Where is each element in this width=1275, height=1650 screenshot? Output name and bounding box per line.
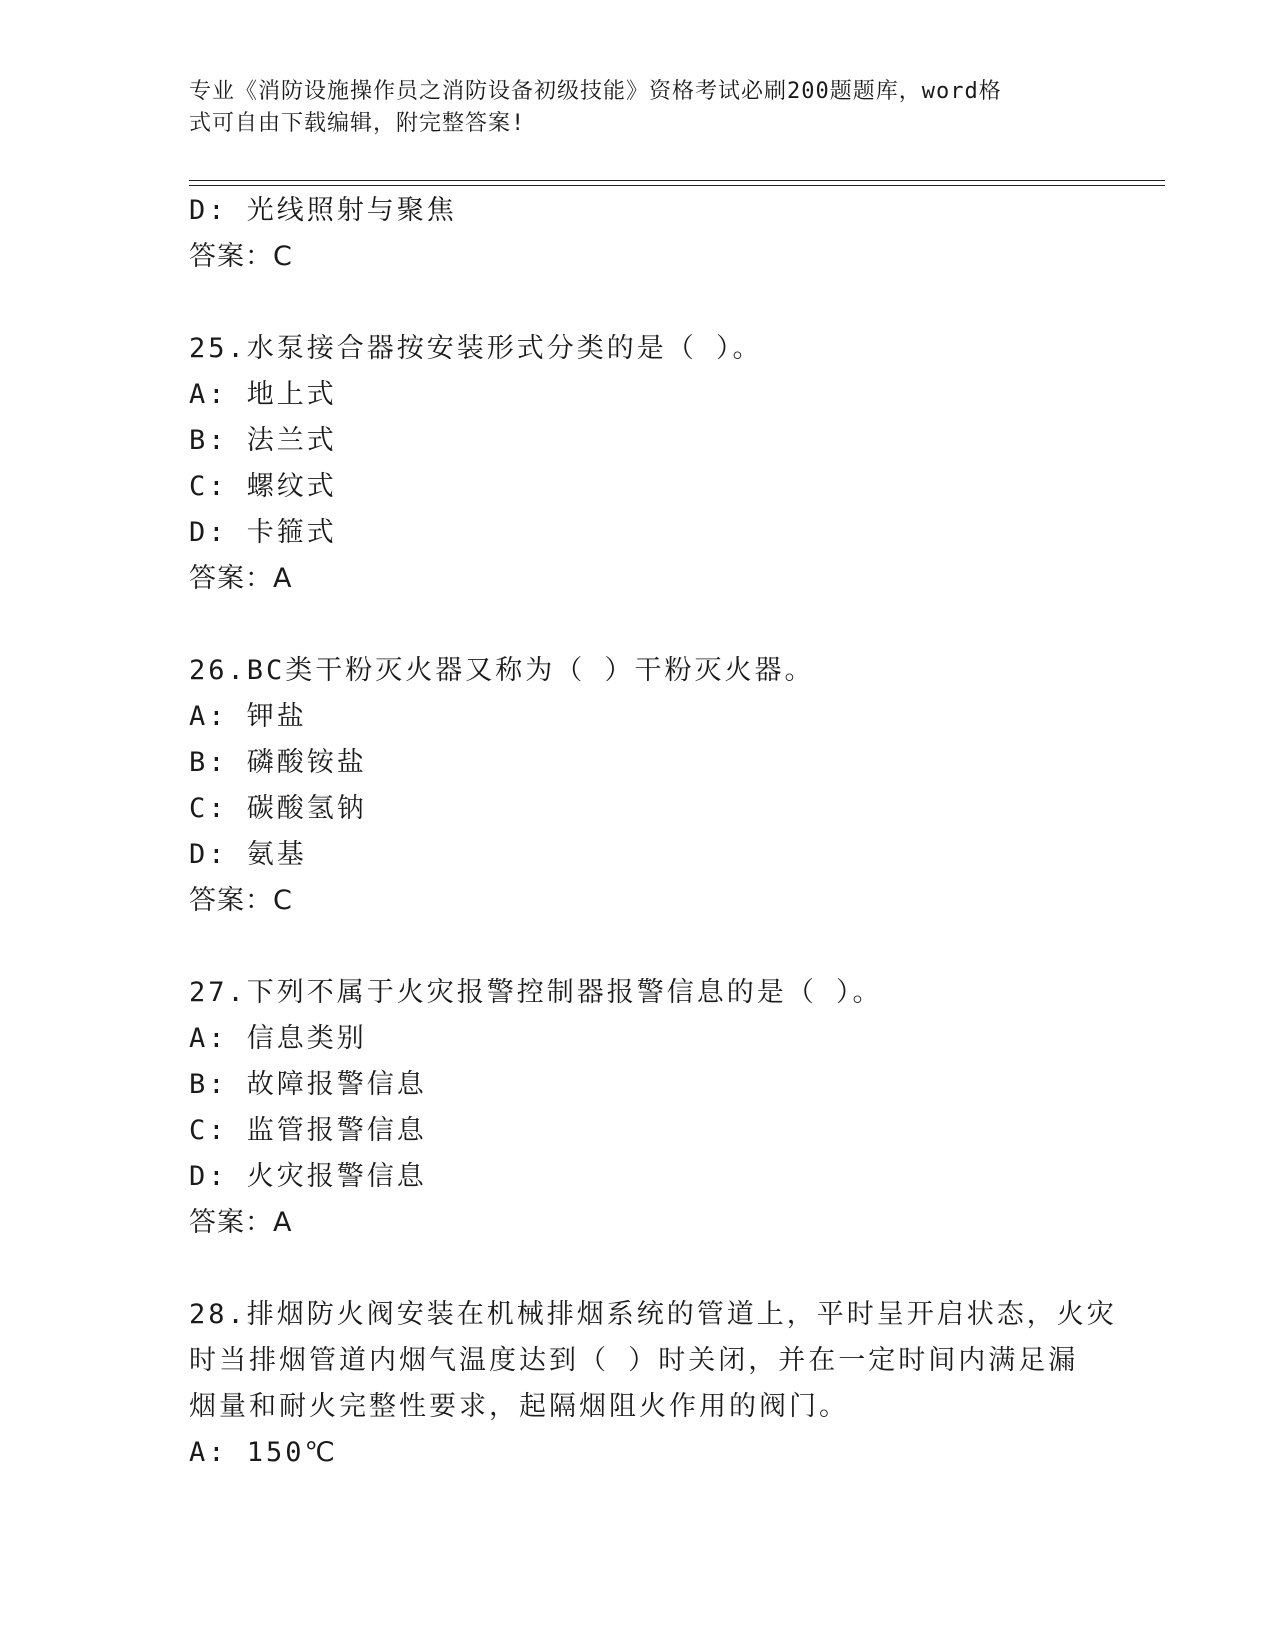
option-c: C: 碳酸氢钠 [189,793,367,824]
question-stem-line-2: 时当排烟管道内烟气温度达到（ ）时关闭，并在一定时间内满足漏 [189,1345,1079,1376]
option-a: A: 地上式 [189,379,337,410]
option-d: D: 卡箍式 [189,517,337,548]
option-b: B: 故障报警信息 [189,1069,427,1100]
document-body [189,188,1117,1476]
option-d: D: 氨基 [189,839,307,870]
header-divider-top [189,180,1165,181]
spacer [189,924,1089,970]
question-25 [189,326,1089,602]
question-27 [189,970,1089,1246]
previous-question-tail [189,188,1089,280]
header-divider-bottom [189,185,1165,186]
option-a: A: 150℃ [189,1437,338,1468]
option-b: B: 磷酸铵盐 [189,747,367,778]
option-c: C: 螺纹式 [189,471,337,502]
answer-line: 答案：C [189,241,293,272]
header-line-2: 式可自由下载编辑，附完整答案! [189,111,526,136]
option-d: D: 光线照射与聚焦 [189,195,457,226]
question-stem-line-1: 28.排烟防火阀安装在机械排烟系统的管道上，平时呈开启状态，火灾 [189,1299,1117,1330]
answer-line: 答案：C [189,885,293,916]
option-d: D: 火灾报警信息 [189,1161,427,1192]
question-stem-line-3: 烟量和耐火完整性要求，起隔烟阻火作用的阀门。 [189,1391,849,1422]
header-line-1: 专业《消防设施操作员之消防设备初级技能》资格考试必刷200题题库，word格 [189,79,1002,104]
spacer [189,280,1089,326]
spacer [189,1246,1089,1292]
question-26 [189,648,1089,924]
option-b: B: 法兰式 [189,425,337,456]
question-28 [189,1292,1117,1476]
answer-line: 答案：A [189,1207,293,1238]
option-c: C: 监管报警信息 [189,1115,427,1146]
answer-line: 答案：A [189,563,293,594]
option-a: A: 钾盐 [189,701,307,732]
option-a: A: 信息类别 [189,1023,367,1054]
spacer [189,602,1089,648]
question-stem: 26.BC类干粉灭火器又称为（ ）干粉灭火器。 [189,655,815,686]
document-header [189,76,1079,140]
question-stem: 25.水泵接合器按安装形式分类的是（ ）。 [189,333,763,364]
question-stem: 27.下列不属于火灾报警控制器报警信息的是（ ）。 [189,977,883,1008]
